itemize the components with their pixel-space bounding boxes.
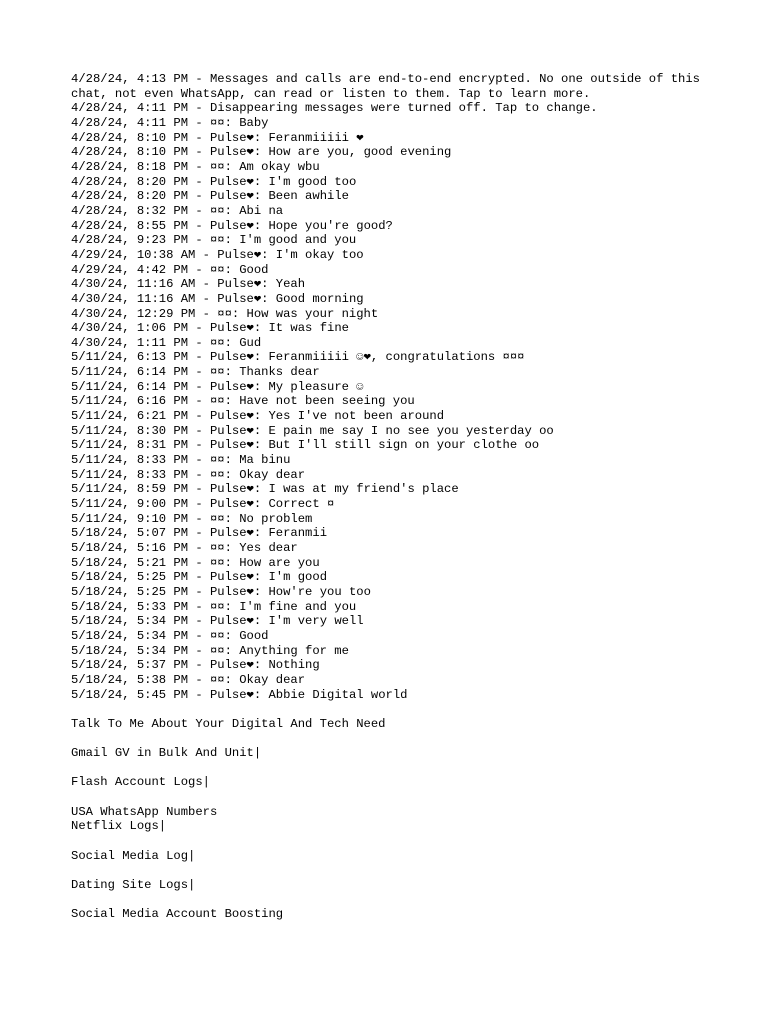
chat-message-line: 5/18/24, 5:16 PM - ¤¤: Yes dear bbox=[71, 541, 298, 555]
chat-message-line: 4/28/24, 8:20 PM - Pulse❤: Been awhile bbox=[71, 189, 349, 204]
chat-message-line: 4/28/24, 8:55 PM - Pulse❤: Hope you're good? bbox=[71, 218, 393, 233]
chat-message-line: 4/30/24, 1:06 PM - Pulse❤: It was fine bbox=[71, 321, 349, 336]
chat-message-line: 4/30/24, 12:29 PM - ¤¤: How was your night bbox=[71, 306, 379, 321]
chat-message-line: 4/29/24, 4:42 PM - ¤¤: Good bbox=[71, 262, 269, 277]
chat-message-line: 4/28/24, 4:11 PM - ¤¤: Baby bbox=[71, 115, 269, 130]
chat-message-line: 5/18/24, 5:25 PM - Pulse❤: I'm good bbox=[71, 570, 328, 585]
chat-message-line: 5/18/24, 5:38 PM - ¤¤: Okay dear bbox=[71, 672, 306, 687]
chat-message-line: 4/28/24, 9:23 PM - ¤¤: I'm good and you bbox=[71, 233, 357, 248]
chat-message-line: 5/11/24, 8:33 PM - ¤¤: Ma binu bbox=[71, 453, 291, 468]
chat-message-line: 5/11/24, 8:59 PM - Pulse❤: I was at my friend's place bbox=[71, 482, 459, 497]
chat-message-line: 4/28/24, 8:10 PM - Pulse❤: How are you, good evening bbox=[71, 145, 452, 160]
chat-message-line: 5/11/24, 6:13 PM - Pulse❤: Feranmiiiii ☺❤, congratulations ¤¤¤ bbox=[71, 350, 525, 365]
promo-headline: Talk To Me About Your Digital And Tech Need bbox=[71, 716, 386, 731]
chat-message-line: 5/18/24, 5:45 PM - Pulse❤: Abbie Digital world bbox=[71, 687, 408, 702]
chat-message-line: 5/11/24, 8:33 PM - ¤¤: Okay dear bbox=[71, 467, 306, 482]
chat-message-line: 5/18/24, 5:34 PM - ¤¤: Anything for me bbox=[71, 643, 349, 658]
promo-item-flash: Flash Account Logs| bbox=[71, 775, 210, 790]
chat-message-line: 5/18/24, 5:07 PM - Pulse❤: Feranmii bbox=[71, 526, 328, 541]
promo-item-dating: Dating Site Logs| bbox=[71, 878, 196, 892]
chat-message-line: 5/18/24, 5:37 PM - Pulse❤: Nothing bbox=[71, 658, 320, 673]
chat-message-line: 4/28/24, 4:13 PM - Messages and calls are end-to-end encrypted. No one outside of this chat, not even WhatsApp, can read or listen to them. Tap to learn more. bbox=[71, 72, 708, 101]
promo-item-gmail: Gmail GV in Bulk And Unit| bbox=[71, 746, 262, 761]
blank-line bbox=[71, 761, 711, 776]
chat-message-line: 4/28/24, 8:18 PM - ¤¤: Am okay wbu bbox=[71, 159, 320, 174]
blank-line bbox=[71, 834, 711, 849]
chat-message-line: 5/11/24, 6:16 PM - ¤¤: Have not been seeing you bbox=[71, 394, 415, 409]
chat-message-line: 5/18/24, 5:25 PM - Pulse❤: How're you too bbox=[71, 584, 371, 599]
chat-message-line: 5/18/24, 5:34 PM - ¤¤: Good bbox=[71, 628, 269, 643]
chat-message-line: 5/11/24, 6:14 PM - Pulse❤: My pleasure ☺ bbox=[71, 379, 364, 394]
chat-message-line: 4/28/24, 8:32 PM - ¤¤: Abi na bbox=[71, 203, 284, 218]
chat-message-line: 5/11/24, 6:21 PM - Pulse❤: Yes I've not been around bbox=[71, 409, 445, 424]
chat-message-line: 4/30/24, 11:16 AM - Pulse❤: Yeah bbox=[71, 277, 306, 292]
chat-export-text bbox=[71, 72, 711, 922]
chat-message-line: 4/30/24, 11:16 AM - Pulse❤: Good morning bbox=[71, 291, 364, 306]
promo-item-boosting: Social Media Account Boosting bbox=[71, 907, 284, 922]
promo-item-netflix: Netflix Logs| bbox=[71, 819, 167, 834]
promo-item-usa-whatsapp: USA WhatsApp Numbers bbox=[71, 804, 218, 819]
chat-message-line: 5/11/24, 8:31 PM - Pulse❤: But I'll still sign on your clothe oo bbox=[71, 438, 540, 453]
chat-message-line: 5/11/24, 9:10 PM - ¤¤: No problem bbox=[71, 511, 313, 526]
chat-message-line: 5/11/24, 9:00 PM - Pulse❤: Correct ¤ bbox=[71, 497, 335, 512]
chat-message-line: 4/29/24, 10:38 AM - Pulse❤: I'm okay too bbox=[71, 247, 364, 262]
blank-line bbox=[71, 702, 711, 717]
blank-line bbox=[71, 863, 711, 878]
blank-line bbox=[71, 732, 711, 747]
chat-message-line: 4/30/24, 1:11 PM - ¤¤: Gud bbox=[71, 335, 262, 350]
chat-message-line: 5/18/24, 5:33 PM - ¤¤: I'm fine and you bbox=[71, 599, 357, 614]
chat-message-line: 4/28/24, 4:11 PM - Disappearing messages were turned off. Tap to change. bbox=[71, 101, 598, 116]
chat-message-line: 4/28/24, 8:10 PM - Pulse❤: Feranmiiiii ❤ bbox=[71, 130, 364, 145]
chat-message-line: 4/28/24, 8:20 PM - Pulse❤: I'm good too bbox=[71, 174, 357, 189]
chat-message-line: 5/11/24, 8:30 PM - Pulse❤: E pain me say I no see you yesterday oo bbox=[71, 423, 554, 438]
chat-message-list bbox=[71, 72, 711, 702]
chat-message-line: 5/18/24, 5:21 PM - ¤¤: How are you bbox=[71, 555, 320, 570]
chat-message-line: 5/11/24, 6:14 PM - ¤¤: Thanks dear bbox=[71, 365, 320, 380]
blank-line bbox=[71, 790, 711, 805]
chat-message-line: 5/18/24, 5:34 PM - Pulse❤: I'm very well bbox=[71, 614, 364, 629]
blank-line bbox=[71, 893, 711, 908]
promo-item-social-log: Social Media Log| bbox=[71, 848, 196, 863]
